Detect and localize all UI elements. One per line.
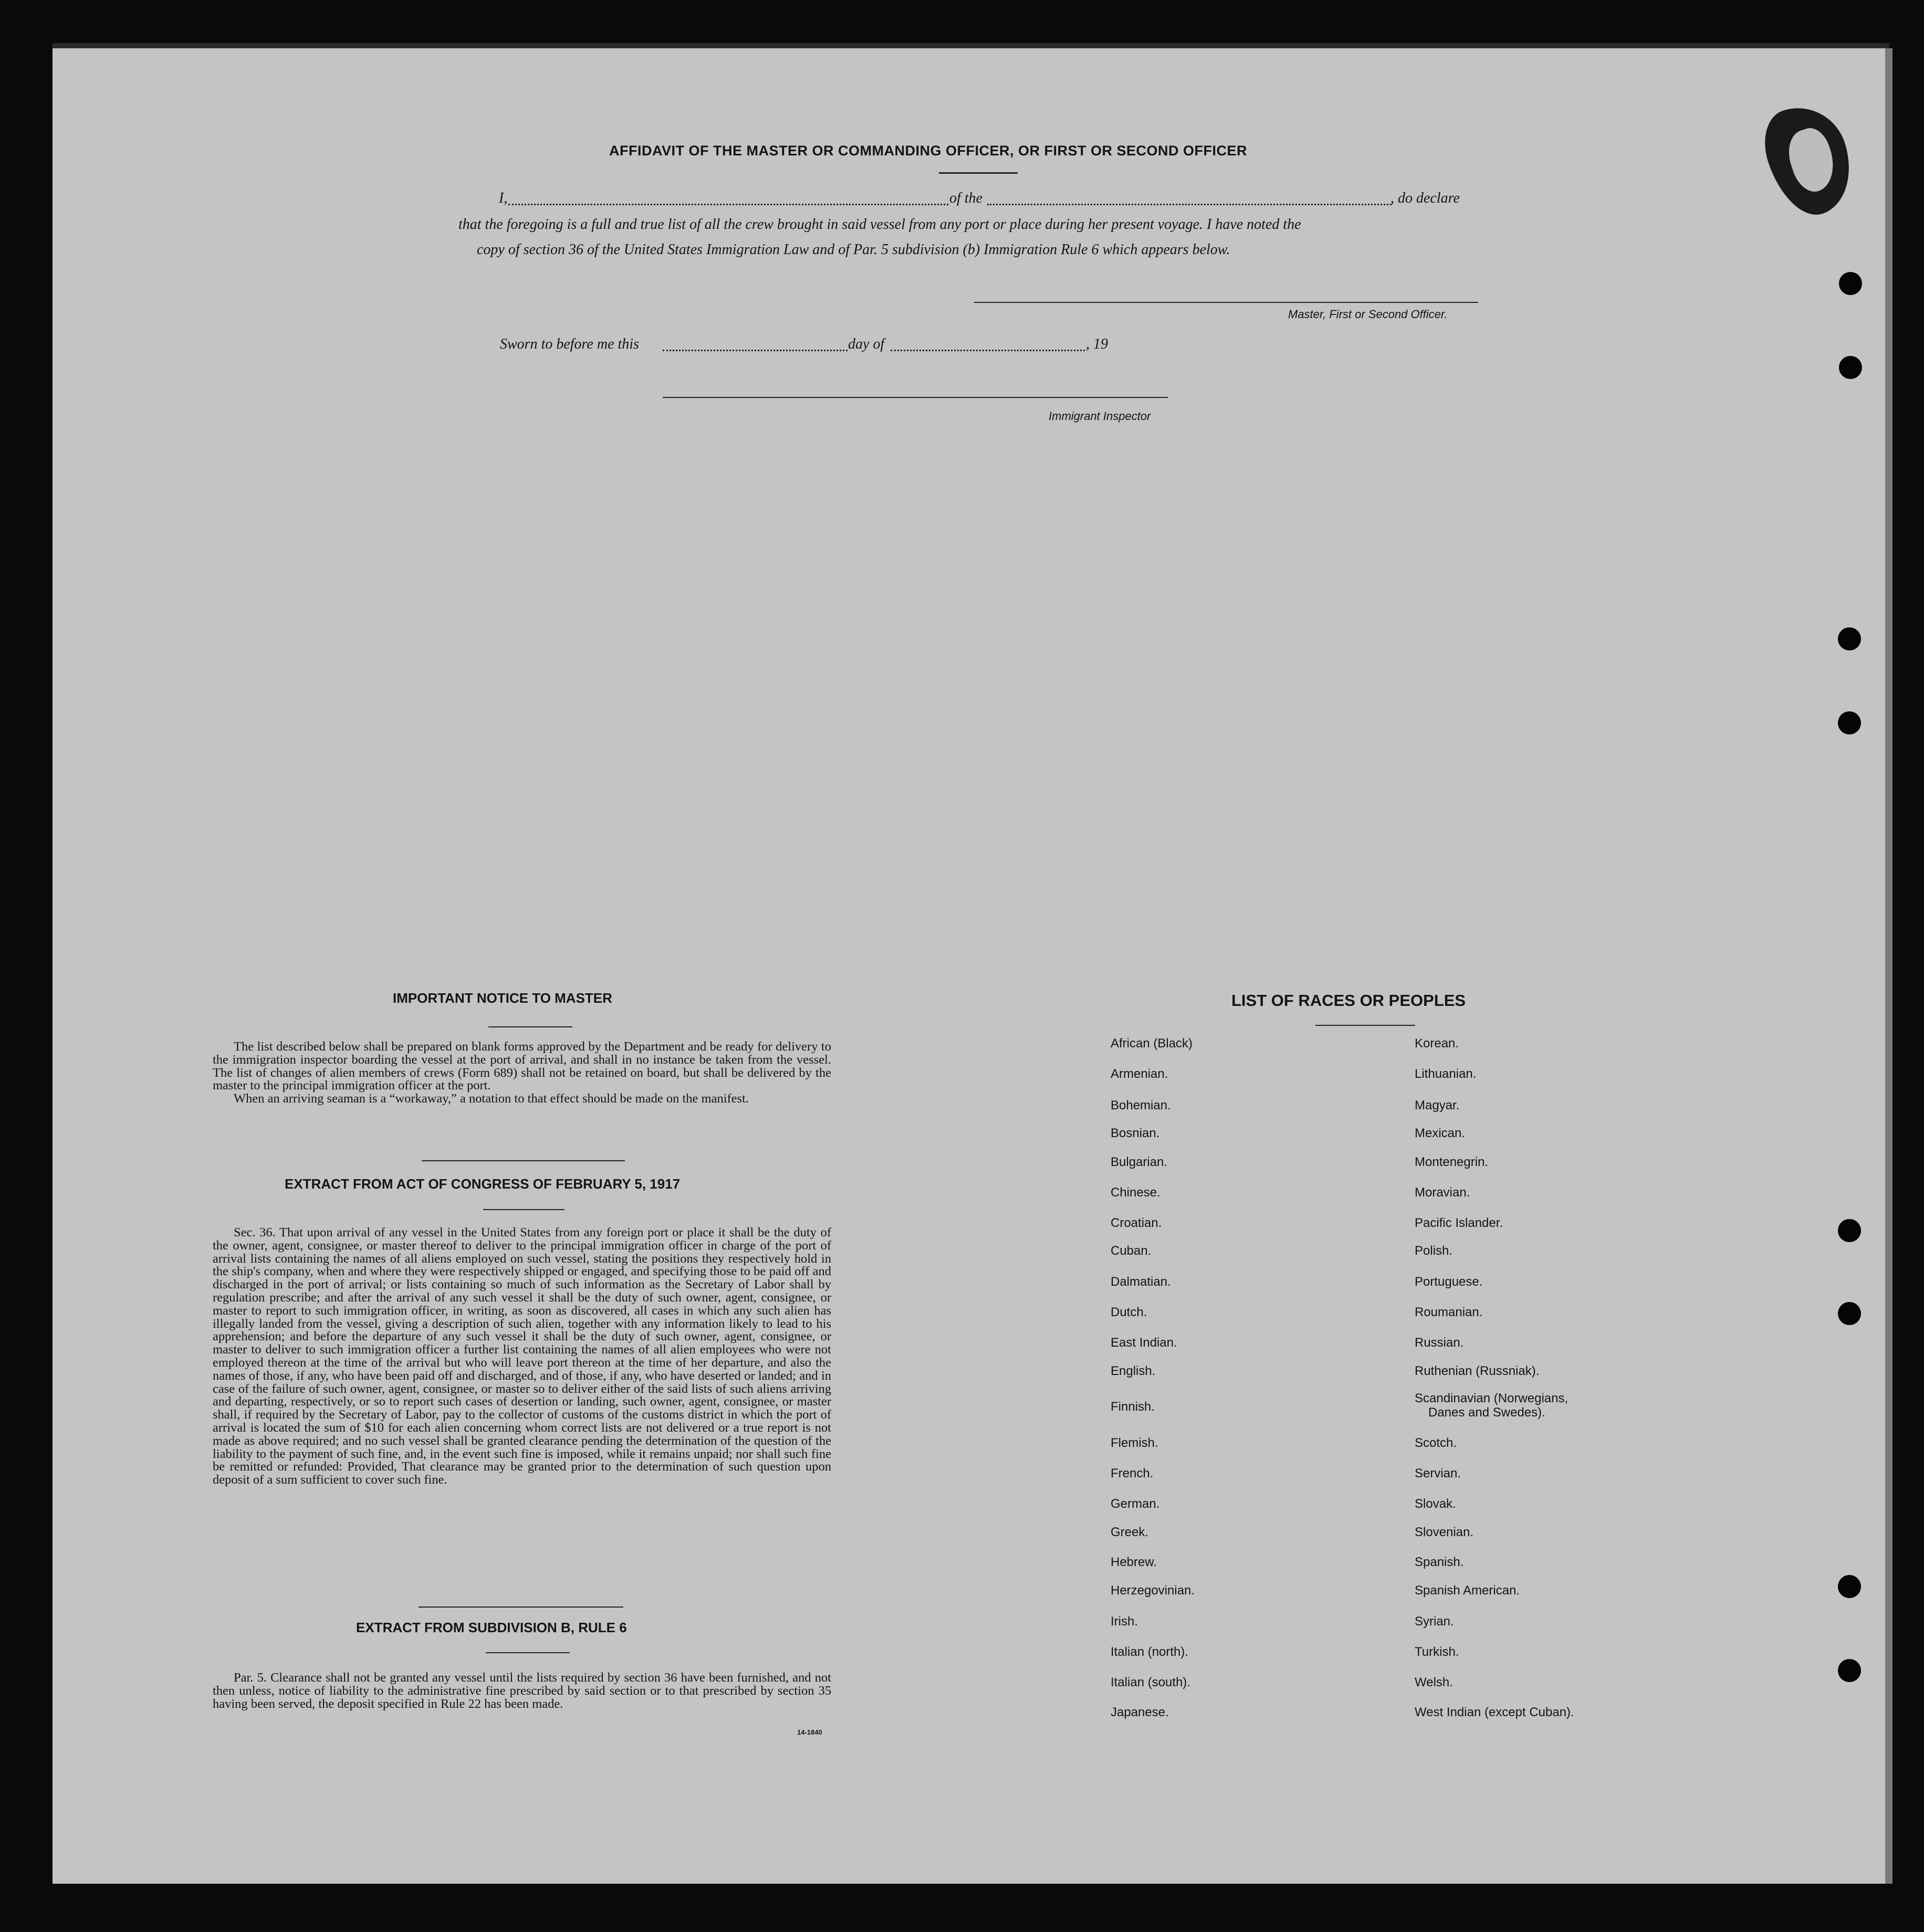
race-item: Lithuanian. <box>1415 1067 1477 1081</box>
document-page <box>53 47 1889 1884</box>
race-item: Scandinavian (Norwegians, <box>1415 1391 1569 1405</box>
notice-paragraph: When an arriving seaman is a “workaway,” a notation to that effect should be made on the manifest. <box>234 1091 749 1106</box>
punch-hole <box>1839 272 1862 295</box>
rule-paragraph: Par. 5. Clearance shall not be granted any vessel until the lists required by section 36 have been furnished, and not then unless, notice of liability to the administrative fine prescribed by said section or to that prescribed by section 35 having been served, the deposit specified in Rule 22 has been made. <box>213 1671 831 1711</box>
race-item: Scotch. <box>1415 1436 1457 1450</box>
race-item: Welsh. <box>1415 1675 1453 1689</box>
race-item: Syrian. <box>1415 1614 1454 1629</box>
rule-underline <box>486 1652 570 1653</box>
race-item: Italian (south). <box>1111 1675 1191 1689</box>
sworn-text: Sworn to before me this <box>500 336 639 352</box>
race-item: Montenegrin. <box>1415 1155 1489 1169</box>
race-item: English. <box>1111 1364 1156 1378</box>
race-item: Herzegovinian. <box>1111 1583 1195 1598</box>
title-underline <box>939 172 1018 174</box>
top-edge-shadow <box>53 43 1889 48</box>
race-item: Dutch. <box>1111 1305 1147 1319</box>
notice-underline <box>488 1026 572 1027</box>
master-signature-line[interactable] <box>974 302 1478 303</box>
punch-hole <box>1838 1219 1861 1242</box>
race-item: Finnish. <box>1111 1400 1155 1414</box>
race-item: Korean. <box>1415 1036 1459 1051</box>
race-item: Slovak. <box>1415 1497 1456 1511</box>
notice-text <box>213 1041 831 1106</box>
day-blank[interactable] <box>663 350 848 351</box>
section-divider <box>419 1606 623 1608</box>
right-edge-shadow <box>1885 48 1892 1884</box>
rule-text <box>213 1672 831 1710</box>
race-item: Croatian. <box>1111 1216 1162 1230</box>
race-item: Cuban. <box>1111 1244 1152 1258</box>
race-item: French. <box>1111 1466 1154 1480</box>
race-item: Spanish American. <box>1415 1583 1520 1598</box>
race-item: Magyar. <box>1415 1098 1460 1112</box>
race-item: Spanish. <box>1415 1555 1464 1569</box>
race-item: East Indian. <box>1111 1336 1177 1350</box>
affidavit-declare: , do declare <box>1390 190 1460 206</box>
race-item: Danes and Swedes). <box>1428 1405 1545 1420</box>
section-divider <box>422 1160 625 1161</box>
race-item: Italian (north). <box>1111 1645 1189 1659</box>
race-item: Ruthenian (Russniak). <box>1415 1364 1540 1378</box>
act-title: EXTRACT FROM ACT OF CONGRESS OF FEBRUARY 5, 1917 <box>285 1176 681 1192</box>
race-item: Mexican. <box>1415 1126 1466 1140</box>
vessel-blank[interactable] <box>987 204 1392 205</box>
act-text <box>213 1226 831 1487</box>
race-item: Roumanian. <box>1415 1305 1483 1319</box>
punch-hole <box>1838 1302 1861 1325</box>
day-of-text: day of <box>848 336 885 352</box>
race-item: Armenian. <box>1111 1067 1168 1081</box>
inspector-label: Immigrant Inspector <box>1049 410 1151 423</box>
race-item: Bulgarian. <box>1111 1155 1168 1169</box>
affidavit-line2: that the foregoing is a full and true list of all the crew brought in said vessel from any port or place during her present voyage. I have noted the <box>458 216 1301 233</box>
inspector-signature-line[interactable] <box>663 397 1168 398</box>
affidavit-of-the: of the <box>949 190 982 206</box>
races-underline <box>1315 1025 1415 1026</box>
rule-title: EXTRACT FROM SUBDIVISION B, RULE 6 <box>356 1620 627 1635</box>
race-item: Servian. <box>1415 1466 1461 1480</box>
name-blank[interactable] <box>508 204 948 205</box>
punch-hole <box>1839 356 1862 379</box>
race-item: Bosnian. <box>1111 1126 1160 1140</box>
year-text: , 19 <box>1086 336 1108 352</box>
affidavit-line3: copy of section 36 of the United States Immigration Law and of Par. 5 subdivision (b) Immigration Rule 6 which appears below. <box>477 242 1230 258</box>
race-item: Portuguese. <box>1415 1275 1483 1289</box>
race-item: Flemish. <box>1111 1436 1158 1450</box>
act-paragraph: Sec. 36. That upon arrival of any vessel in the United States from any foreign port or place it shall be the duty of the owner, agent, consignee, or master thereof to deliver to the principal immigration officer in charge of the port of arrival lists containing the names of all aliens employed on such vessel, stating the positions they respectively hold in the ship's company, when and where they were respectively shipped or engaged, and specifying those to be paid off and discharged in the port of arrival; or lists containing so much of such information as the Secretary of Labor shall by regulation prescribe; and after the arrival of any such vessel it shall be the duty of such owner, agent, consignee, or master to report to such immigration officer, in writing, as soon as discovered, all cases in which any such alien has illegally landed from the vessel, giving a description of such alien, together with any information likely to lead to his apprehension; and before the departure of any such vessel it shall be the duty of such owner, agent, consignee, or master to deliver to such immigration officer a further list containing the names of all alien employees who were not employed thereon at the time of the arrival but who will leave port thereon at the time of her departure, and also the names of those, if any, who have been paid off and discharged, and of those, if any, who have deserted or landed; and in case of the failure of such owner, agent, consignee, or master so to deliver either of the said lists of such aliens arriving and departing, respectively, or so to report such cases of desertion or landing, such owner, agent, consignee, or master shall, if required by the Secretary of Labor, pay to the collector of customs of the customs district in which the port of arrival is located the sum of $10 for each alien concerning whom correct lists are not delivered or a true report is not made as above required; and no such vessel shall be granted clearance pending the determination of the question of the liability to the payment of such fine, and, in the event such fine is imposed, while it remains unpaid; nor shall such fine be remitted or refunded: Provided, That clearance may be granted prior to the determination of such question upon deposit of a sum sufficient to cover such fine. <box>213 1225 831 1487</box>
month-blank[interactable] <box>891 350 1085 351</box>
race-item: Dalmatian. <box>1111 1275 1171 1289</box>
punch-hole <box>1838 1659 1861 1682</box>
punch-hole <box>1838 1575 1861 1598</box>
form-number: 14-1840 <box>797 1728 822 1736</box>
race-item: Japanese. <box>1111 1705 1169 1719</box>
race-item: Moravian. <box>1415 1185 1470 1200</box>
notice-title: IMPORTANT NOTICE TO MASTER <box>393 990 612 1006</box>
punch-hole <box>1838 711 1861 734</box>
races-title: LIST OF RACES OR PEOPLES <box>1231 991 1466 1010</box>
race-item: Pacific Islander. <box>1415 1216 1503 1230</box>
affidavit-i: I, <box>499 190 508 206</box>
race-item: German. <box>1111 1497 1160 1511</box>
act-underline <box>483 1209 564 1210</box>
race-item: Slovenian. <box>1415 1525 1474 1539</box>
race-item: Turkish. <box>1415 1645 1459 1659</box>
race-item: Greek. <box>1111 1525 1149 1539</box>
race-item: Irish. <box>1111 1614 1138 1629</box>
master-label: Master, First or Second Officer. <box>1288 308 1448 321</box>
race-item: West Indian (except Cuban). <box>1415 1705 1574 1719</box>
race-item: African (Black) <box>1111 1036 1193 1051</box>
notice-paragraph: The list described below shall be prepared on blank forms approved by the Department and be ready for delivery to the immigration inspector boarding the vessel at the port of arrival, and shall in no instance be taken from the vessel. The list of changes of alien members of crews (Form 689) shall not be retained on board, but shall be delivered by the master to the principal immigration officer at the port. <box>213 1040 831 1093</box>
race-item: Chinese. <box>1111 1185 1160 1200</box>
race-item: Polish. <box>1415 1244 1453 1258</box>
race-item: Hebrew. <box>1111 1555 1157 1569</box>
race-item: Bohemian. <box>1111 1098 1171 1112</box>
punch-hole <box>1838 627 1861 650</box>
race-item: Russian. <box>1415 1336 1464 1350</box>
affidavit-title: AFFIDAVIT OF THE MASTER OR COMMANDING OFFICER, OR FIRST OR SECOND OFFICER <box>609 143 1247 159</box>
